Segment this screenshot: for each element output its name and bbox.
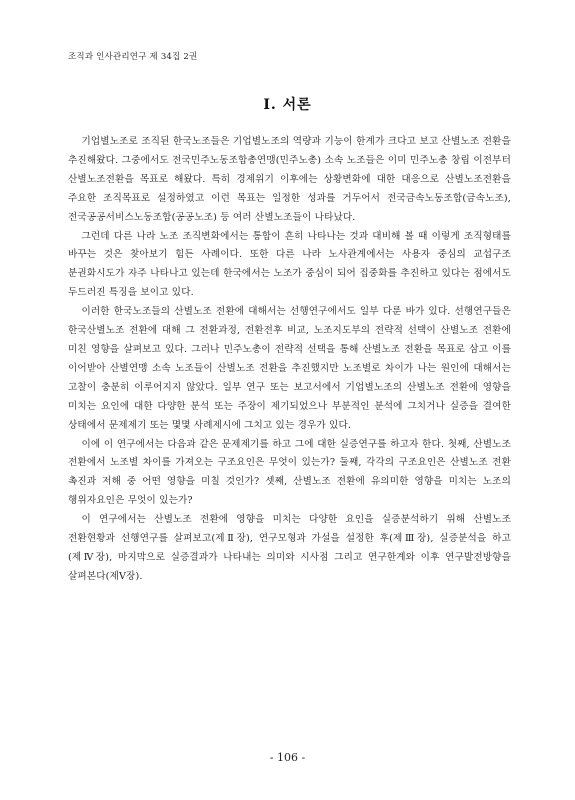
running-header: 조직과 인사관리연구 제 34집 2권 [68, 52, 198, 62]
paragraph: 이러한 한국노조들의 산별노조 전환에 대해서는 선행연구에서도 일부 다룬 바가 있다. 선행연구들은 한국산별노조 전환에 대해 그 전환과정, 전환전후 비교, 노조지도부의 전략적 선택이 산별노조 전환에 미친 영향을 살펴보고 있다. 그러나 민주노총이 전략적 선택을 통해 산별노조 전환을 목표로 삼고 이를 이어받아 산별연맹 소속 노조들이 산별노조 전환을 추진했지만 노조별로 차이가 나는 원인에 대해서는 고찰이 충분히 이루어지지 않았다. 일부 연구 또는 보고서에서 기업별노조의 산별노조 전환에 영향을 미치는 요인에 대한 다양한 분석 또는 주장이 제기되었으나 부분적인 분석에 그치거나 실증을 결여한 상태에서 문제제기 또는 몇몇 사례제시에 그치고 있는 경우가 있다. [68, 306, 511, 431]
page-number: - 106 - [269, 751, 306, 764]
section-title: I. 서론 [263, 97, 312, 113]
paragraph: 기업별노조로 조직된 한국노조들은 기업별노조의 역량과 기능이 한계가 크다고 보고 산별노조 전환을 추진해왔다. 그중에서도 전국민주노동조합총연맹(민주노총) 소속 노조들은 이미 민주노총 창립 이전부터 산별노조전환을 목표로 해왔다. 특히 경제위기 이후에는 상황변화에 대한 대응으로 산별노조전환을 주요한 조직목표로 설정하였고 이런 목표는 일정한 성과를 거두어서 전국금속노동조합(금속노조), 전국공공서비스노동조합(공공노조) 등 여러 산별노조들이 나타났다. [68, 136, 511, 223]
paragraph: 이에 이 연구에서는 다음과 같은 문제제기를 하고 그에 대한 실증연구를 하고자 한다. 첫째, 산별노조 전환에서 노조별 차이를 가져오는 구조요인은 무엇이 있는가? 둘째, 각각의 구조요인은 산별노조 전환 촉진과 저해 중 어떤 영향을 미칠 것인가? 셋째, 산별노조 전환에 유의미한 영향을 미치는 노조의 행위자요인은 무엇이 있는가? [68, 438, 511, 507]
paragraph: 이 연구에서는 산별노조 전환에 영향을 미치는 다양한 요인을 실증분석하기 위해 산별노조 전환현황과 선행연구를 살펴보고(제Ⅱ장), 연구모형과 가설을 설정한 후(제Ⅲ장), 실증분석을 하고(제Ⅳ장), 마지막으로 실증결과가 나타내는 의미와 시사점 그리고 연구한계와 이후 연구발전방향을 살펴본다(제Ⅴ장). [68, 514, 511, 582]
body-text [68, 133, 511, 587]
paragraph: 그런데 다른 나라 노조 조직변화에서는 통합이 흔히 나타나는 것과 대비해 볼 때 이렇게 조직형태를 바꾸는 것은 찾아보기 힘든 사례이다. 또한 다른 나라 노사관계에서는 사용자 중심의 교섭구조 분권화시도가 자주 나타나고 있는데 한국에서는 노조가 중심이 되어 집중화를 추진하고 있다는 점에서도 두드러진 특징을 보이고 있다. [68, 230, 511, 299]
